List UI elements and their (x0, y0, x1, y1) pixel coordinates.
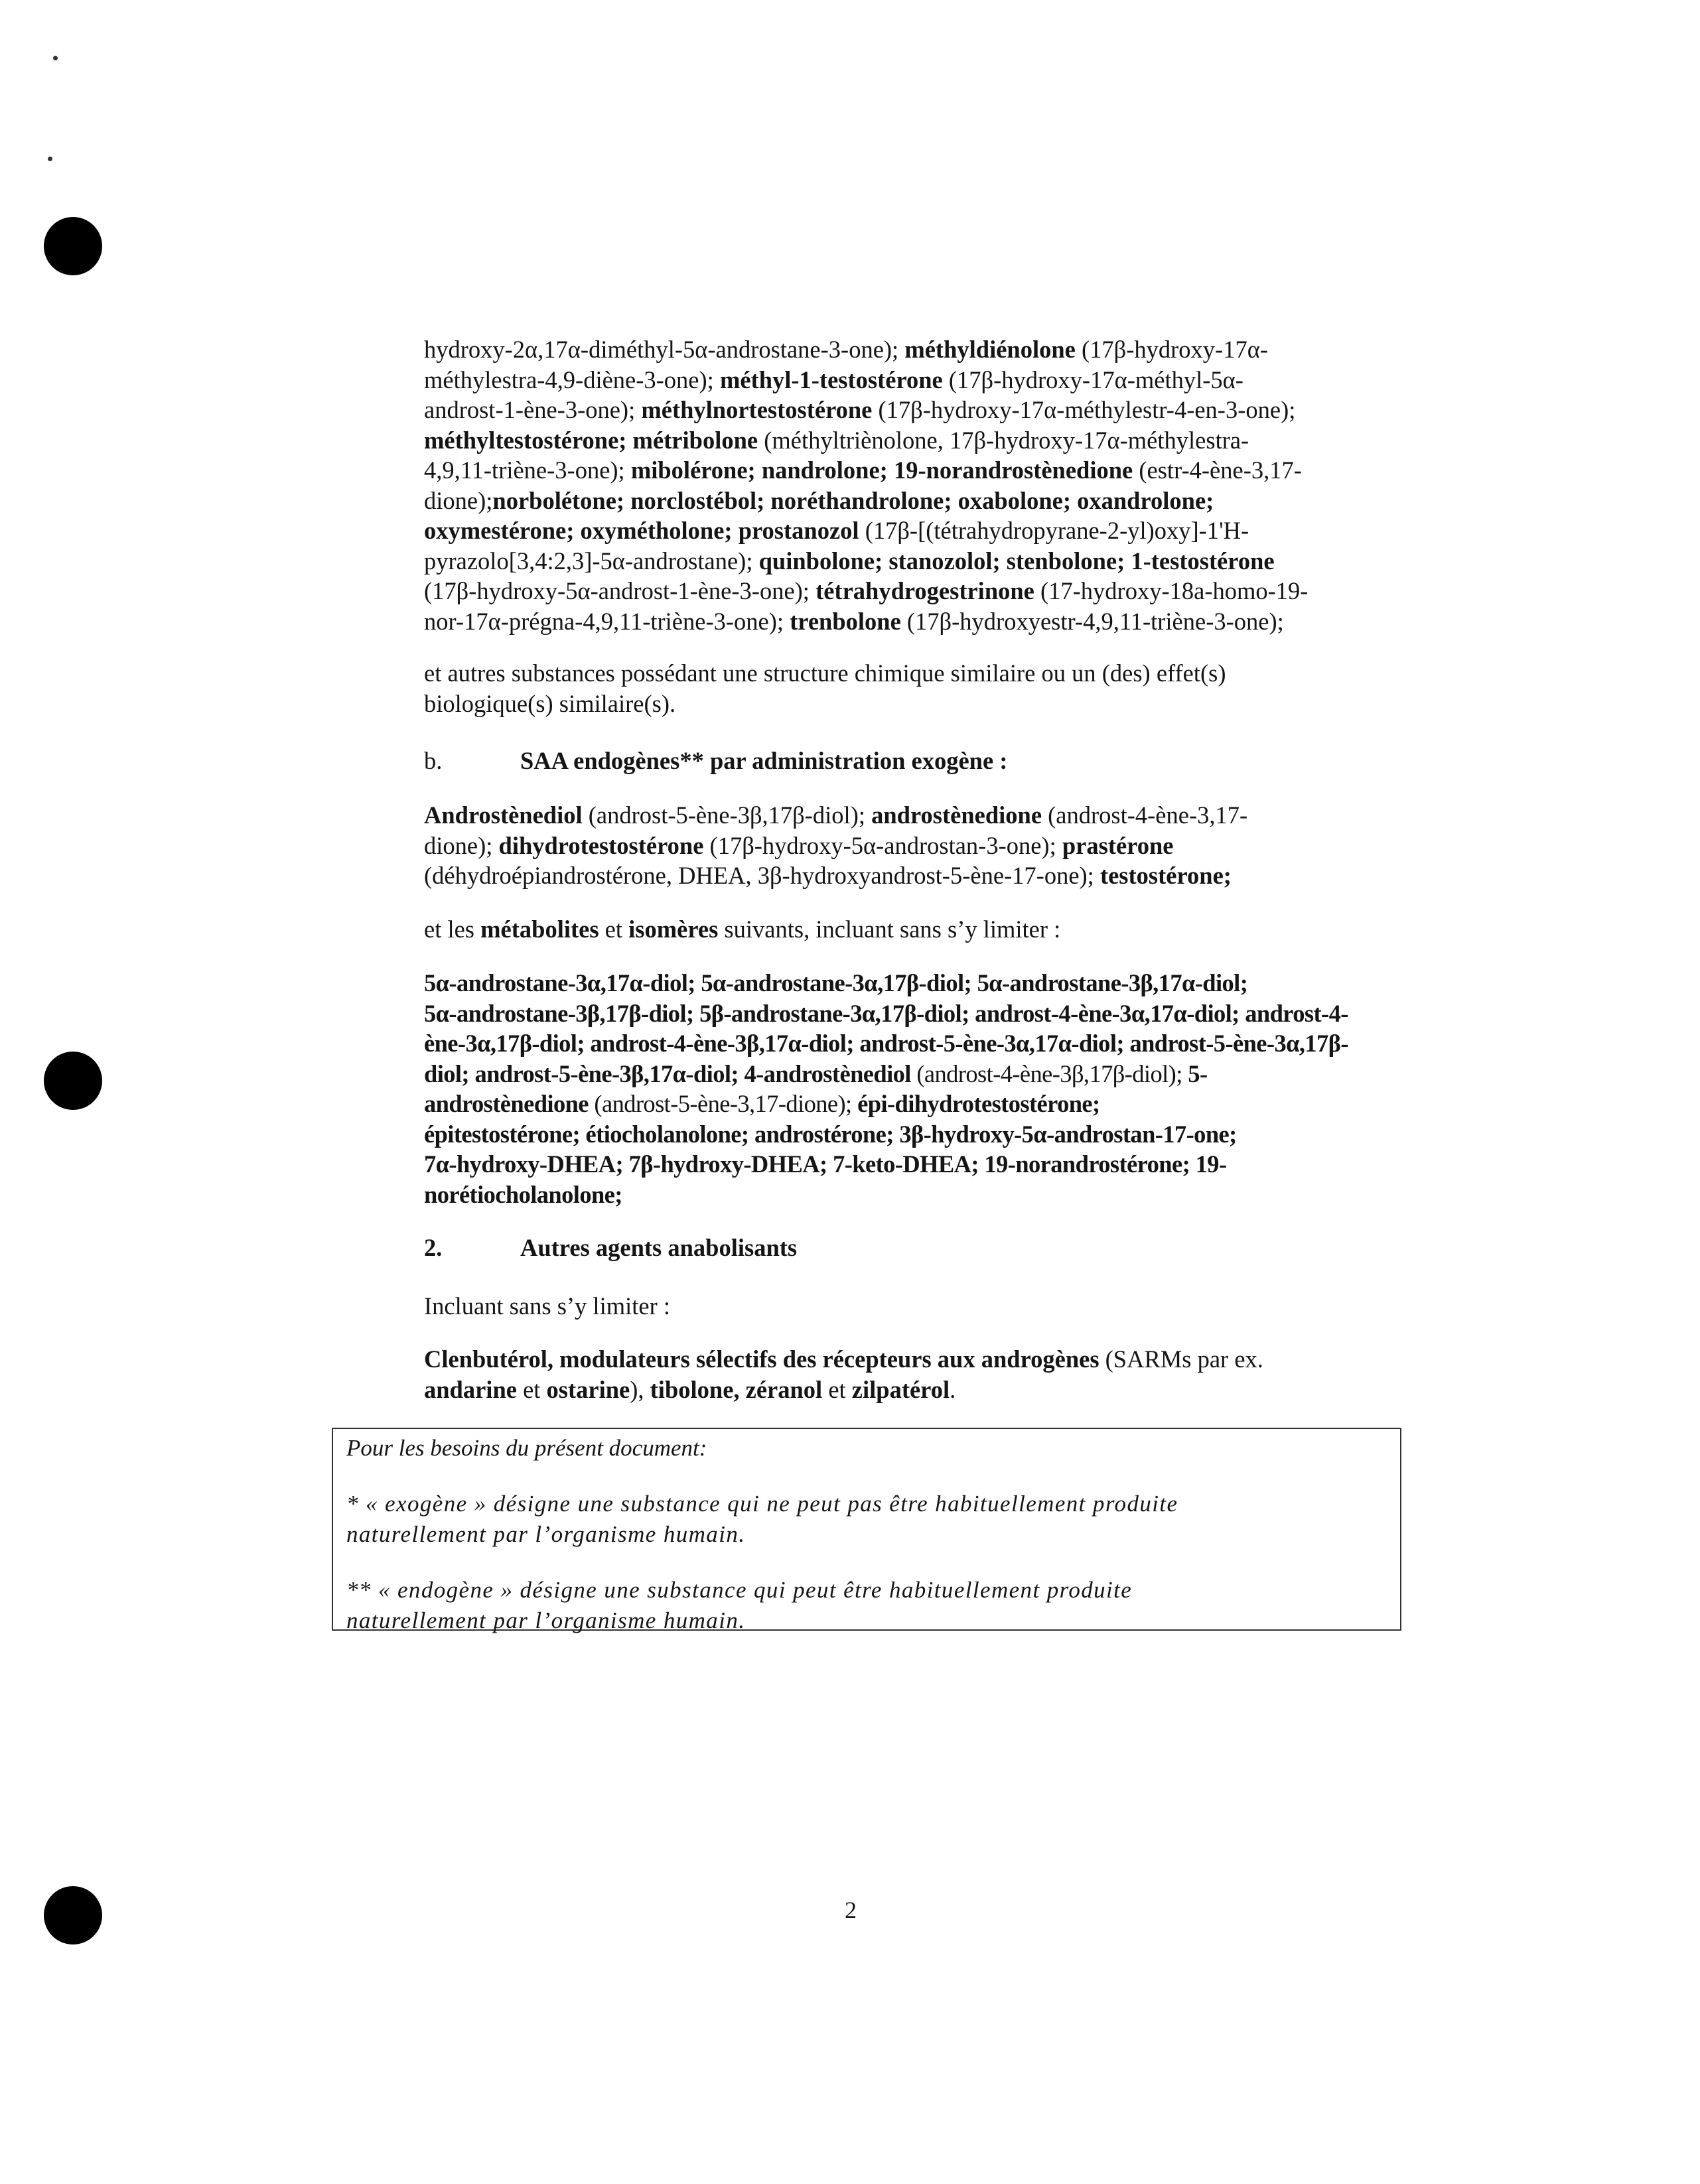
page-number: 2 (845, 1897, 857, 1923)
scan-speck (53, 56, 58, 60)
text-line: ène-3α,17β-diol; androst-4-ène-3β,17α-diol; androst-5-ène-3α,17α-diol; androst-5-ène-3α,17β- (424, 1030, 1348, 1057)
definitions-title: Pour les besoins du présent document: (346, 1435, 707, 1461)
text-line: Clenbutérol, modulateurs sélectifs des récepteurs aux androgènes (SARMs par ex. (424, 1345, 1263, 1373)
section-heading-b (424, 746, 1007, 776)
section-number: b. (424, 747, 443, 774)
text-line: andarine et ostarine), tibolone, zéranol et zilpatérol. (424, 1375, 956, 1403)
steroid-list-continued (424, 334, 1380, 636)
section-number: 2. (424, 1234, 443, 1261)
similar-substances-paragraph (424, 658, 1380, 718)
text-line: 7α-hydroxy-DHEA; 7β-hydroxy-DHEA; 7-keto-DHEA; 19-norandrostérone; 19- (424, 1150, 1227, 1178)
text-line: Incluant sans s’y limiter : (424, 1292, 671, 1320)
text-line: pyrazolo[3,4:2,3]-5α-androstane); quinbolone; stanozolol; stenbolone; 1-testostérone (424, 547, 1275, 575)
text-line: 4,9,11-triène-3-one); mibolérone; nandrolone; 19-norandrostènedione (estr-4-ène-3,17- (424, 456, 1302, 484)
endogenous-aas-list (424, 800, 1380, 891)
binder-hole-middle (44, 1052, 102, 1110)
text-line: méthylestra-4,9-diène-3-one); méthyl-1-testostérone (17β-hydroxy-17α-méthyl-5α- (424, 366, 1243, 393)
text-line: Androstènediol (androst-5-ène-3β,17β-diol); androstènedione (androst-4-ène-3,17- (424, 801, 1248, 829)
scan-speck (48, 157, 52, 161)
text-line: dione);norbolétone; norclostébol; noréthandrolone; oxabolone; oxandrolone; (424, 486, 1214, 514)
text-line: et les métabolites et isomères suivants, incluant sans s’y limiter : (424, 916, 1061, 943)
definition-endogenous: ** « endogène » désigne une substance qui peut être habituellement produite naturellement par l’organisme humain. (346, 1577, 1133, 1633)
text-line: 5α-androstane-3β,17β-diol; 5β-androstane-3α,17β-diol; androst-4-ène-3α,17α-diol; androst-4- (424, 999, 1348, 1027)
text-line: diol; androst-5-ène-3β,17α-diol; 4-androstènediol (androst-4-ène-3β,17β-diol); 5- (424, 1059, 1208, 1087)
text-line: androst-1-ène-3-one); méthylnortestostérone (17β-hydroxy-17α-méthylestr-4-en-3-one); (424, 396, 1296, 423)
definitions-box (332, 1428, 1401, 1631)
metabolites-intro (424, 914, 1380, 945)
other-agents-list (424, 1344, 1380, 1404)
text-line: oxymestérone; oxymétholone; prostanozol (17β-[(tétrahydropyrane-2-yl)oxy]-1'H- (424, 517, 1249, 544)
text-line: (déhydroépiandrostérone, DHEA, 3β-hydroxyandrost-5-ène-17-one); testostérone; (424, 862, 1232, 889)
text-line: méthyltestostérone; métribolone (méthyltriènolone, 17β-hydroxy-17α-méthylestra- (424, 426, 1249, 454)
text-line: androstènedione (androst-5-ène-3,17-dione); épi-dihydrotestostérone; (424, 1090, 1100, 1117)
text-line: norétiocholanolone; (424, 1180, 622, 1208)
binder-hole-top (44, 217, 102, 275)
definition-exogenous: * « exogène » désigne une substance qui ne peut pas être habituellement produite naturellement par l’organisme humain. (346, 1491, 1178, 1547)
text-line: épitestostérone; étiocholanolone; androstérone; 3β-hydroxy-5α-androstan-17-one; (424, 1120, 1237, 1148)
section-heading-2 (424, 1233, 797, 1263)
text-line: (17β-hydroxy-5α-androst-1-ène-3-one); tétrahydrogestrinone (17-hydroxy-18a-homo-19- (424, 577, 1309, 604)
section-title: SAA endogènes** par administration exogène : (520, 747, 1008, 774)
section-title: Autres agents anabolisants (520, 1234, 798, 1261)
text-line: dione); dihydrotestostérone (17β-hydroxy-5α-androstan-3-one); prastérone (424, 831, 1174, 859)
binder-hole-bottom (44, 1886, 102, 1945)
text-line: hydroxy-2α,17α-diméthyl-5α-androstane-3-one); méthyldiénolone (17β-hydroxy-17α- (424, 336, 1268, 363)
text-line: 5α-androstane-3α,17α-diol; 5α-androstane-3α,17β-diol; 5α-androstane-3β,17α-diol; (424, 969, 1248, 996)
text-line: biologique(s) similaire(s). (424, 689, 676, 717)
text-line: nor-17α-prégna-4,9,11-triène-3-one); trenbolone (17β-hydroxyestr-4,9,11-triène-3-one); (424, 607, 1284, 635)
other-agents-intro (424, 1291, 1380, 1322)
metabolites-list (424, 968, 1380, 1209)
text-line: et autres substances possédant une structure chimique similaire ou un (des) effet(s) (424, 659, 1226, 687)
